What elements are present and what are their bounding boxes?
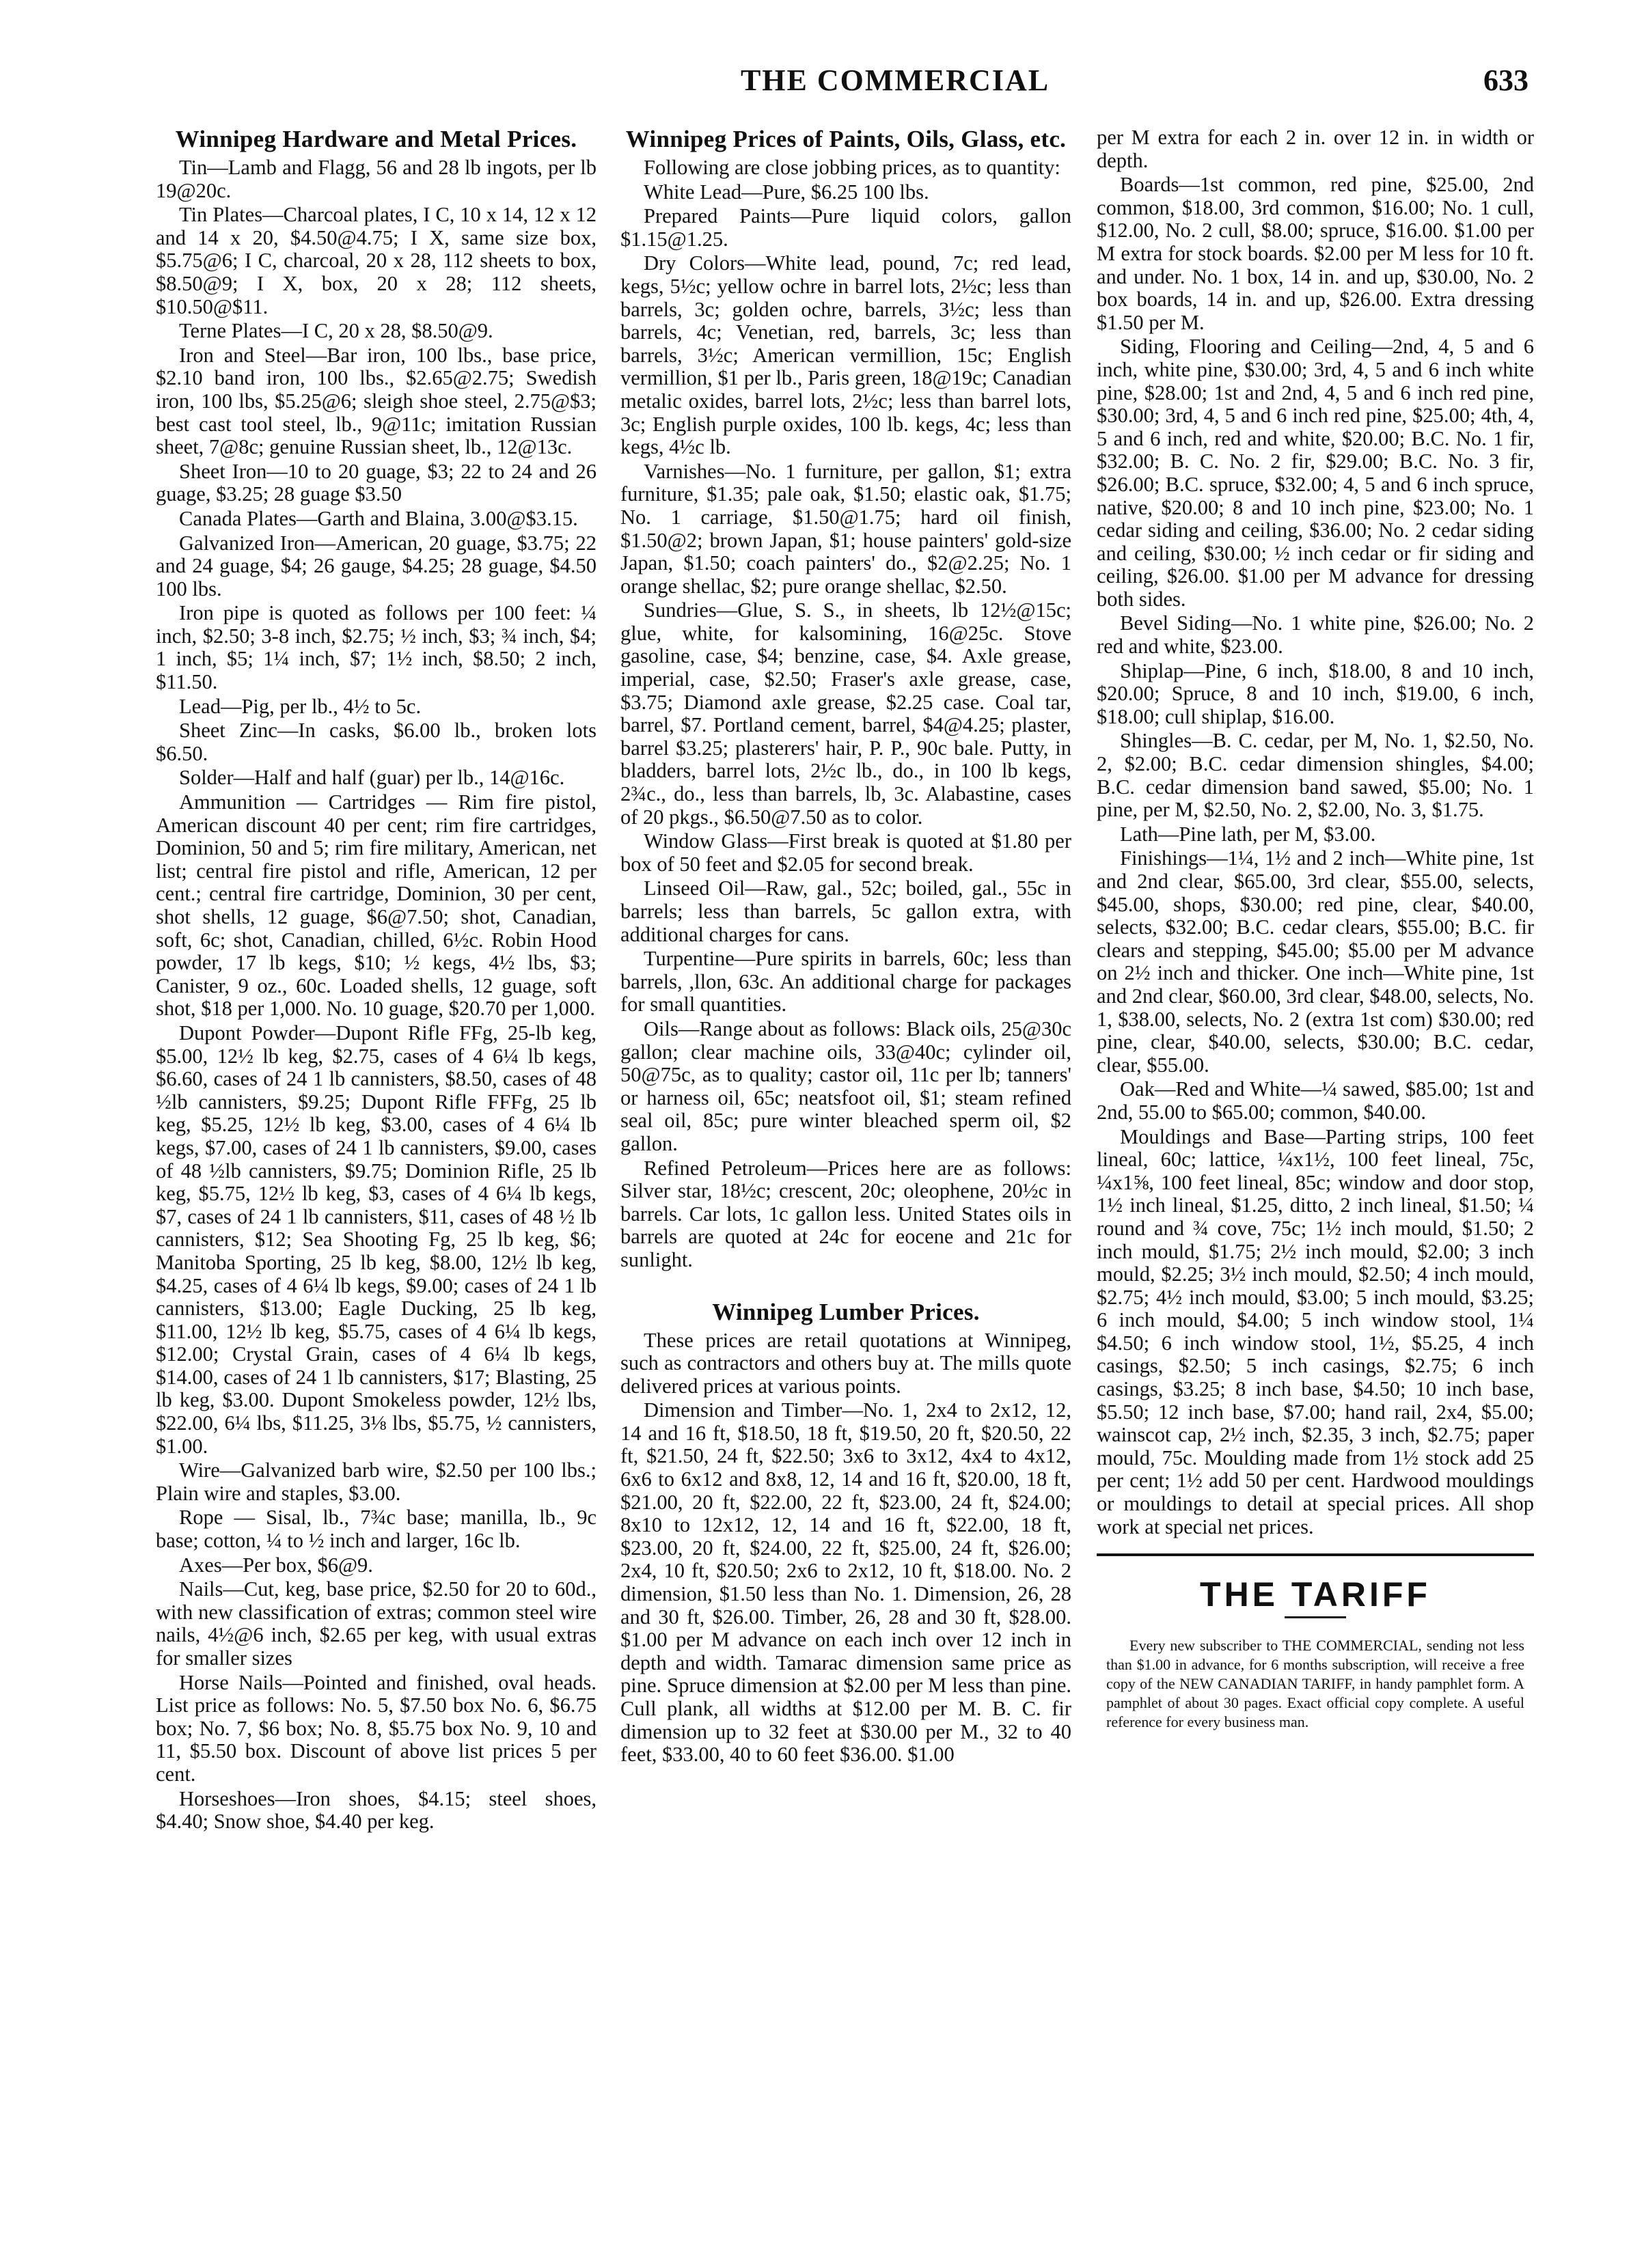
lumber-paragraph: Siding, Flooring and Ceiling—2nd, 4, 5 and 6 inch, white pine, $30.00; 3rd, 4, 5 and 6 inch white pine, $28.00; 1st and 2nd, 4, 5 and 6 inch red pine, $30.00; 3rd, 4, 5 and 6 inch red pine, $25.00; 4th, 4, 5 and 6 inch, red and white, $20.00; B.C. No. 1 fir, $32.00; B. C. No. 2 fir, $29.00; B.C. No. 3 fir, $26.00; B.C. spruce, $32.00; 4, 5 and 6 inch spruce, native, $20.00; 8 and 10 inch pine, $23.00; No. 1 cedar siding and ceiling, $36.00; No. 2 cedar siding and ceiling, $30.00; ½ inch cedar or fir siding and ceiling, $26.00. $1.00 per M advance for dressing both sides. [1097, 335, 1534, 611]
hardware-paragraph: Nails—Cut, keg, base price, $2.50 for 20 to 60d., with new classification of extras; common steel wire nails, 4½@6 inch, $2.65 per keg, with usual extras for smaller sizes [156, 1577, 597, 1670]
page-number: 633 [1483, 64, 1529, 97]
paints-paragraph: Varnishes—No. 1 furniture, per gallon, $1; extra furniture, $1.35; pale oak, $1.50; elastic oak, $1.75; No. 1 carriage, $1.50@1.75; hard oil finish, $1.50@2; brown Japan, $1; house painters' gold-size Japan, $1.50; coach painters' do., $2@2.25; No. 1 orange shellac, $2; pure orange shellac, $2.50. [620, 459, 1071, 598]
column-lumber-continued [1097, 126, 1534, 2224]
paints-paragraph: Prepared Paints—Pure liquid colors, gallon $1.15@1.25. [620, 204, 1071, 251]
paints-paragraph: Sundries—Glue, S. S., in sheets, lb 12½@15c; glue, white, for kalsomining, 16@25c. Stove gasoline, case, $4; benzine, case, $4. Axle grease, imperial, case, $2.50; Fraser's axle grease, case, $3.75; Diamond axle grease, $2.25 case. Coal tar, barrel, $7. Portland cement, barrel, $4@4.25; plaster, barrel $3.25; plasterers' hair, P. P., 90c bale. Putty, in bladders, barrel lots, 2½c lb., do., in 100 lb kegs, 2¾c., do., less than barrels, lb, 3c. Alabastine, cases of 20 pkgs., $6.50@7.50 as to color. [620, 598, 1071, 829]
hardware-paragraph: Terne Plates—I C, 20 x 28, $8.50@9. [179, 319, 493, 343]
hardware-paragraph: Rope — Sisal, lb., 7¾c base; manilla, lb., 9c base; cotton, ¼ to ½ inch and larger, 16c lb. [156, 1506, 597, 1553]
hardware-paragraph: Sheet Zinc—In casks, $6.00 lb., broken lots $6.50. [156, 719, 597, 765]
lumber-paragraph: Lath—Pine lath, per M, $3.00. [1120, 822, 1376, 846]
paints-paragraph: Oils—Range about as follows: Black oils, 25@30c gallon; clear machine oils, 33@40c; cylinder oil, 50@75c, as to quality; castor oil, 11c per lb; tanners' or harness oil, 65c; neatsfoot oil, $1; steam refined seal oil, 85c; pure winter bleached sperm oil, $2 gallon. [620, 1017, 1071, 1155]
lumber-paragraph: Shiplap—Pine, 6 inch, $18.00, 8 and 10 inch, $20.00; Spruce, 8 and 10 inch, $19.00, 6 inch, $18.00; cull shiplap, $16.00. [1097, 659, 1534, 728]
lumber-paragraph: Boards—1st common, red pine, $25.00, 2nd common, $18.00, 3rd common, $16.00; No. 1 cull, $12.00, No. 2 cull, $8.00; spruce, $16.00. $1.00 per M extra for stock boards. $2.00 per M less for 10 ft. and under. No. 1 box, 14 in. and up, $30.00, No. 2 box boards, 14 in. and up, $26.00. Extra dressing $1.50 per M. [1097, 173, 1534, 334]
lumber-paragraph: Finishings—1¼, 1½ and 2 inch—White pine, 1st and 2nd clear, $65.00, 3rd clear, $55.00, selects, $45.00, shops, $30.00; red pine, clear, $40.00, selects, $32.00; B.C. cedar clears, $55.00; B.C. fir clears and stepping, $45.00; $5.00 per M advance on 2½ inch and thicker. One inch—White pine, 1st and 2nd clear, $60.00, 3rd clear, $48.00, selects, No. 1, $38.00, selects, No. 2 (extra 1st com) $30.00; red pine, clear, $40.00, selects, $30.00; B.C. cedar, clear, $55.00. [1097, 846, 1534, 1077]
hardware-heading: Winnipeg Hardware and Metal Prices. [175, 126, 577, 152]
hardware-paragraph: Ammunition — Cartridges — Rim fire pistol, American discount 40 per cent; rim fire cartridges, Dominion, 50 and 5; rim fire military, American, net list; central fire pistol and rifle, American, 12 per cent.; central fire cartridge, Dominion, 30 per cent, shot shells, 12 guage, $6@7.50; shot, Canadian, soft, 6c; shot, Canadian, chilled, 6½c. Robin Hood powder, 17 lb kegs, $10; ½ kegs, 4½ lbs, $3; Canister, 9 oz., 60c. Loaded shells, 12 guage, soft shot, $18 per 1,000. No. 10 guage, $20.70 per 1,000. [156, 790, 597, 1021]
section-divider-rule [1097, 1553, 1534, 1556]
hardware-paragraph: Lead—Pig, per lb., 4½ to 5c. [179, 694, 422, 718]
publication-title: THE COMMERCIAL [740, 64, 1050, 97]
paints-paragraph: Dry Colors—White lead, pound, 7c; red lead, kegs, 5½c; yellow ochre in barrel lots, 2½c; less than barrels, 3c; golden ochre, barrels, 3½c; less than barrels, 4c; Venetian, red, barrels, 3c; less than barrels, 3½c; American vermillion, 15c; English vermillion, $1 per lb., Paris green, 18@19c; Canadian metalic oxides, barrel lots, 2½c; less than barrel lots, 3c; English purple oxides, 100 lb. kegs, 4c; less than kegs, 4½c lb. [620, 251, 1071, 459]
paints-heading: Winnipeg Prices of Paints, Oils, Glass, etc. [625, 126, 1067, 152]
lumber-paragraph: Bevel Siding—No. 1 white pine, $26.00; No. 2 red and white, $23.00. [1097, 611, 1534, 659]
lumber-paragraph: Mouldings and Base—Parting strips, 100 feet lineal, 60c; lattice, ¼x1½, 100 feet lineal, 75c, ¼x1⅝, 100 feet lineal, 85c; window and door stop, 1½ inch lineal, $1.25, ditto, 2 inch lineal, $1.50; ¼ round and ¾ cove, 75c; 1½ inch mould, $1.50; 2 inch mould, $1.75; 2½ inch mould, $2.00; 3 inch mould, $2.25; 3½ inch mould, $2.50; 4 inch mould, $2.75; 4½ inch mould, $3.00; 5 inch mould, $3.25; 6 inch mould, $4.00; 5 inch window stool, 1¼ $4.50; 6 inch window stool, 1½, $5.25, 4 inch casings, $2.50; 5 inch casings, $2.75; 6 inch casings, $3.25; 8 inch base, $4.50; 10 inch base, $5.50; 12 inch base, $7.00; hand rail, 2x4, $5.00; wainscot cap, 2½ inch, $2.35, 3 inch, $2.75; paper mould, 75c. Moulding made from 1½ stock add 25 per cent; 1½ add 50 per cent. Hardwood mouldings or mouldings to detail at special prices. All shop work at special net prices. [1097, 1124, 1534, 1538]
hardware-paragraph: Tin Plates—Charcoal plates, I C, 10 x 14, 12 x 12 and 14 x 20, $4.50@4.75; I X, same size box, $5.75@6; I C, charcoal, 20 x 28, 112 sheets to box, $8.50@9; I X, box, 20 x 28; 112 sheets, $10.50@$11. [156, 203, 597, 318]
hardware-paragraph: Solder—Half and half (guar) per lb., 14@16c. [179, 766, 565, 790]
hardware-paragraph: Sheet Iron—10 to 20 guage, $3; 22 to 24 and 26 guage, $3.25; 28 guage $3.50 [156, 459, 597, 506]
paints-paragraph: Turpentine—Pure spirits in barrels, 60c; less than barrels, ,llon, 63c. An additional charge for packages for small quantities. [620, 947, 1071, 1017]
lumber-paragraph: These prices are retail quotations at Winnipeg, such as contractors and others buy at. The mills quote delivered prices at various points. [620, 1328, 1071, 1398]
paints-paragraph: White Lead—Pure, $6.25 100 lbs. [644, 180, 929, 204]
hardware-paragraph: Iron and Steel—Bar iron, 100 lbs., base price, $2.10 band iron, 100 lbs., $2.65@2.75; Swedish iron, 100 lbs, $5.25@6; sleigh shoe steel, 2.75@$3; best cast tool steel, lb., 9@11c; imitation Russian sheet, 7@8c; genuine Russian sheet, lb., 12@13c. [156, 343, 597, 459]
paints-paragraph: Window Glass—First break is quoted at $1.80 per box of 50 feet and $2.05 for second break. [620, 829, 1071, 876]
running-header [157, 63, 1529, 104]
hardware-paragraph: Galvanized Iron—American, 20 guage, $3.75; 22 and 24 guage, $4; 26 gauge, $4.25; 28 guage, $4.50 100 lbs. [156, 531, 597, 600]
hardware-paragraph: Iron pipe is quoted as follows per 100 feet: ¼ inch, $2.50; 3-8 inch, $2.75; ½ inch, $3; ¾ inch, $4; 1 inch, $5; 1¼ inch, $7; 1½ inch, $8.50; 2 inch, $11.50. [156, 601, 597, 694]
column-hardware-prices [156, 126, 597, 2224]
paints-paragraph: Linseed Oil—Raw, gal., 52c; boiled, gal., 55c in barrels; less than barrels, 5c gallon extra, with additional charges for cans. [620, 876, 1071, 946]
lumber-paragraph: Oak—Red and White—¼ sawed, $85.00; 1st and 2nd, 55.00 to $65.00; common, $40.00. [1097, 1077, 1534, 1124]
lumber-heading: Winnipeg Lumber Prices. [712, 1298, 980, 1325]
hardware-paragraph: Tin—Lamb and Flagg, 56 and 28 lb ingots, per lb 19@20c. [156, 156, 597, 202]
hardware-paragraph: Wire—Galvanized barb wire, $2.50 per 100 lbs.; Plain wire and staples, $3.00. [156, 1458, 597, 1505]
column-paints-and-lumber [620, 126, 1071, 2224]
lumber-paragraph: Dimension and Timber—No. 1, 2x4 to 2x12, 12, 14 and 16 ft, $18.50, 18 ft, $19.50, 20 ft, $20.50, 22 ft, $21.50, 24 ft, $22.50; 3x6 to 3x12, 4x4 to 4x12, 6x6 to 6x12 and 8x8, 12, 14 and 16 ft, $20.00, 18 ft, $21.00, 20 ft, $22.00, 22 ft, $23.00, 24 ft, $24.00; 8x10 to 12x12, 12, 14 and 16 ft, $22.00, 18 ft, $23.00, 20 ft, $24.00, 22 ft, $25.00, 24 ft, $26.00; 2x4, 10 ft, $20.50; 2x6 to 2x12, 10 ft, $18.00. No. 2 dimension, $1.50 less than No. 1. Dimension, 26, 28 and 30 ft, $26.00. Timber, 26, 28 and 30 ft, $28.00. $1.00 per M advance on each inch over 12 inch in depth and width. Tamarac dimension same price as pine. Spruce dimension at $2.00 per M less than pine. Cull plank, all widths at $12.00 per M. B. C. fir dimension up to 32 feet at $30.00 per M., 32 to 40 feet, $33.00, 40 to 60 feet $36.00. $1.00 [620, 1398, 1071, 1767]
paints-paragraph: Following are close jobbing prices, as to quantity: [644, 156, 1060, 179]
paints-paragraph: Refined Petroleum—Prices here are as follows: Silver star, 18½c; crescent, 20c; oleophene, 20½c in barrels. Car lots, 1c gallon less. United States oils in barrels are quoted at 24c for eocene and 21c for sunlight. [620, 1156, 1071, 1271]
hardware-paragraph: Horseshoes—Iron shoes, $4.15; steel shoes, $4.40; Snow shoe, $4.40 per keg. [156, 1786, 597, 1834]
hardware-paragraph: Dupont Powder—Dupont Rifle FFg, 25-lb keg, $5.00, 12½ lb keg, $2.75, cases of 4 6¼ lb kegs, $6.60, cases of 24 1 lb cannisters, $8.50, cases of 48 ½lb cannisters, $9.25; Dupont Rifle FFFg, 25 lb keg, $5.25, 12½ lb keg, $3.00, cases of 4 6¼ lb kegs, $7.00, cases of 24 1 lb cannisters, $9.00, cases of 48 ½lb cannisters, $9.75; Dominion Rifle, 25 lb keg, $5.75, 12½ lb keg, $3, cases of 4 6¼ lb kegs, $7, cases of 24 1 lb cannisters, $11, cases of 48 ½ lb cannisters, $12; Sea Shooting Fg, 25 lb keg, $6; Manitoba Sporting, 25 lb keg, $8.00, 12½ lb keg, $4.25, cases of 4 6¼ lb kegs, $9.00; cases of 24 1 lb cannisters, $13.00; Eagle Ducking, 25 lb keg, $11.00, 12½ lb keg, $5.75, cases of 4 6¼ lb kegs, $12.00; Crystal Grain, cases of 4 6¼ lb kegs, $14.00, cases of 24 1 lb cannisters, $17; Blasting, 25 lb keg, $3.00. Dupont Smokeless powder, 12½ lbs, $22.00, 6¼ lbs, $11.25, 3⅛ lbs, $5.75, ½ cannisters, $1.00. [156, 1021, 597, 1458]
tariff-ad-text: Every new subscriber to THE COMMERCIAL, sending not less than $1.00 in advance, for 6 months subscription, will receive a free copy of the NEW CANADIAN TARIFF, in handy pamphlet form. A pamphlet of about 30 pages. Exact official copy complete. A useful reference for every business man. [1106, 1636, 1524, 1730]
lumber-paragraph: Shingles—B. C. cedar, per M, No. 1, $2.50, No. 2, $2.00; B.C. cedar dimension shingles, $4.00; B.C. cedar dimension band sawed, $5.00; No. 1 pine, per M, $2.50, No. 2, $2.00, No. 3, $1.75. [1097, 729, 1534, 822]
tariff-ad-dash [1285, 1616, 1346, 1618]
hardware-paragraph: Horse Nails—Pointed and finished, oval heads. List price as follows: No. 5, $7.50 box No. 6, $6.75 box; No. 7, $6 box; No. 8, $5.75 box No. 9, 10 and 11, $5.50 box. Discount of above list prices 5 per cent. [156, 1670, 597, 1786]
tariff-ad-title: THE TARIFF [1200, 1575, 1431, 1614]
hardware-paragraph: Canada Plates—Garth and Blaina, 3.00@$3.15. [179, 506, 578, 530]
lumber-continued-text: per M extra for each 2 in. over 12 in. in width or depth. [1097, 126, 1534, 172]
hardware-paragraph: Axes—Per box, $6@9. [179, 1553, 373, 1577]
